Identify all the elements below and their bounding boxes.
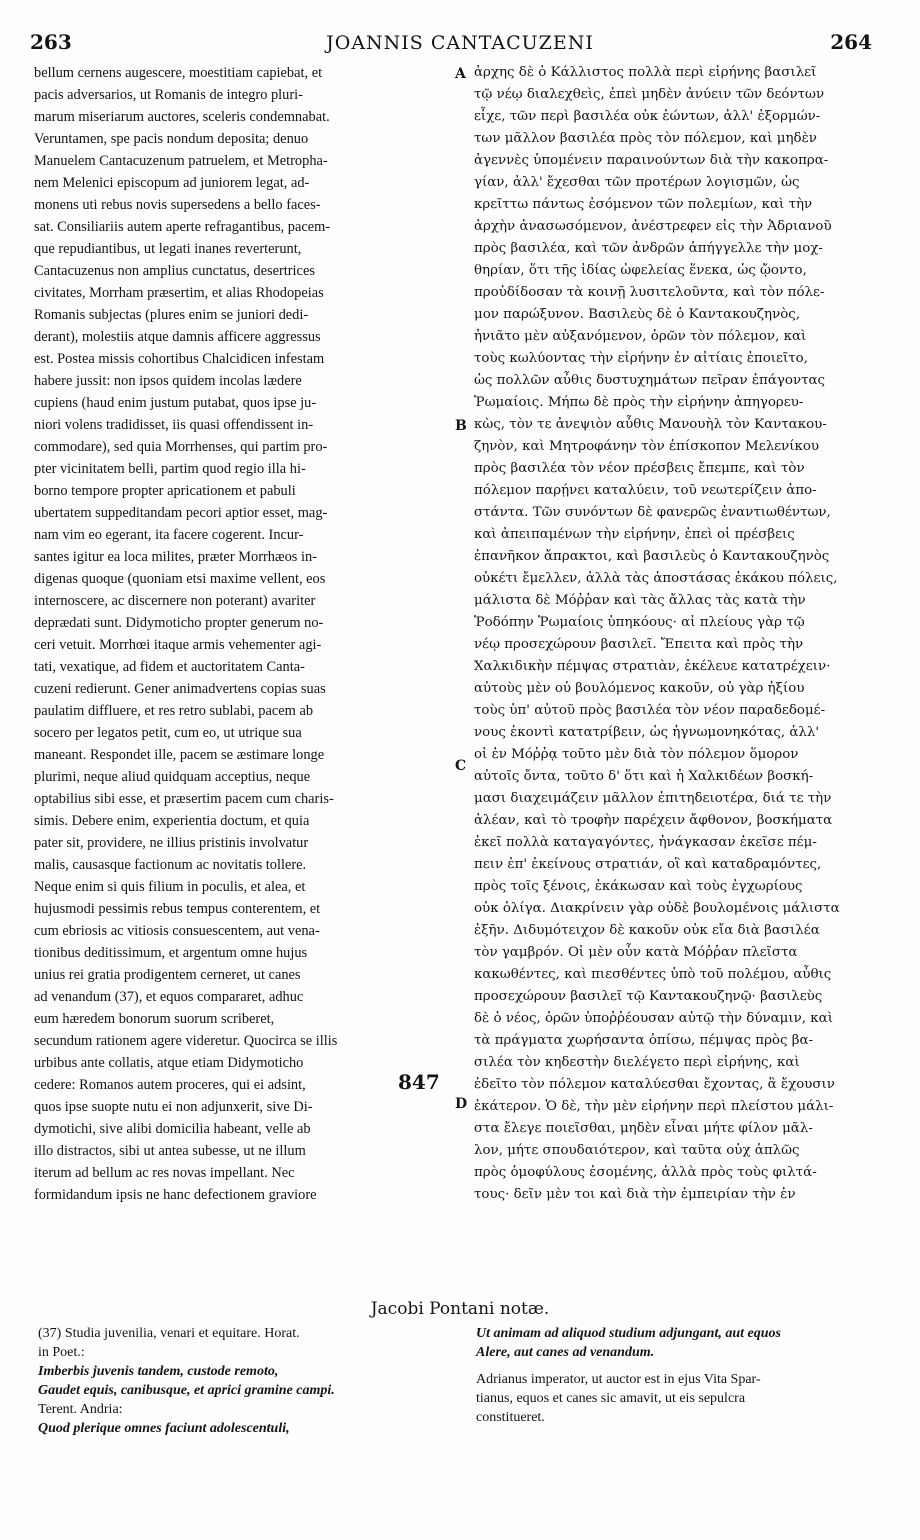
text-line: tionibus deditissimum, et argentum omne hujus — [34, 945, 308, 961]
page-number-right: 264 — [830, 30, 872, 54]
text-line: Adrianus imperator, ut auctor est in ejus Vita Spar- — [476, 1372, 761, 1387]
text-line: que repudiantibus, ut legati inanes reverterunt, — [34, 241, 302, 257]
text-line: μον παρώξυνον. Βασιλεὺς δὲ ὁ Καντακουζηνὸς, — [474, 307, 801, 322]
text-line: Imberbis juvenis tandem, custode remoto, — [38, 1364, 279, 1379]
text-line: Neque enim si quis filium in poculis, et alea, et — [34, 879, 306, 895]
text-line: προὐδίδοσαν τὰ κοινῇ λυσιτελοῦντα, καὶ τὸν πόλε- — [474, 285, 825, 300]
text-line: ἀρχὴν ἀνασωσόμενον, ἀνέστρεφεν εἰς τὴν Ἀδριανοῦ — [474, 219, 832, 234]
text-line: ὡς πολλῶν αὖθις δυστυχημάτων πεῖραν ἐπάγοντας — [474, 373, 826, 388]
running-title: JOANNIS CANTACUZENI — [326, 32, 594, 54]
text-line: κρεῖττω πάντως ἐσόμενον τῶν πολεμίων, καὶ τὴν — [474, 197, 813, 212]
text-line: Ῥωμαίοις. Μήπω δὲ πρὸς τὴν εἰρήνην ἀπηγορευ- — [474, 395, 804, 410]
text-line: αὐτοὺς μὲν οὐ βουλόμενος κακοῦν, οὐ γὰρ ἠξίου — [474, 681, 805, 696]
text-line: malis, causasque factionum ac novitatis tollere. — [34, 857, 307, 873]
text-line: cedere: Romanos autem proceres, qui ei adsint, — [34, 1077, 306, 1093]
text-line: monens uti rebus novis supersedens a bello faces- — [34, 197, 321, 213]
text-line: sat. Consiliariis autem aperte refragantibus, pacem- — [34, 219, 331, 235]
text-line: τὰ πράγματα χωρήσαντα ὀπίσω, πέμψας πρὸς βα- — [474, 1033, 814, 1048]
page-number-left: 263 — [30, 30, 72, 54]
text-line: deprædati sunt. Didymoticho propter generum no- — [34, 615, 324, 631]
text-line: τοὺς ὑπ' αὐτοῦ πρὸς βασιλέα τὸν νέον παραδεδομέ- — [474, 703, 826, 718]
text-line: Ut animam ad aliquod studium adjungant, aut equos — [476, 1326, 781, 1341]
text-line: οἱ ἐν Μόῤῥᾳ τοῦτο μὲν διὰ τὸν πόλεμον ὅμορον — [474, 747, 799, 762]
text-line: κὼς, τὸν τε ἀνεψιὸν αὖθις Μανουὴλ τὸν Καντακου- — [474, 417, 827, 432]
text-line: Gaudet equis, canibusque, et aprici gramine campi. — [38, 1383, 335, 1398]
text-line: illo distractos, sibi ut antea subesse, ut ne illum — [34, 1143, 306, 1159]
text-line: ἠνιᾶτο μὲν αὐξανόμενον, ὁρῶν τὸν πόλεμον, καὶ — [474, 329, 807, 344]
text-line: formidandum ipsis ne hanc defectionem graviore — [34, 1187, 317, 1203]
text-line: νους ἑκοντὶ κατατρίβειν, ὡς ἠγνωμονηκότας, ἀλλ' — [474, 725, 820, 740]
text-line: internoscere, ac discernere non poterant) avariter — [34, 593, 316, 609]
text-line: niori volens tradidisset, iis quasi offendissent in- — [34, 417, 314, 433]
text-line: paulatim diffluere, et res retro sublabi, pacem ab — [34, 703, 314, 719]
text-line: bellum cernens augescere, moestitiam capiebat, et — [34, 65, 323, 81]
text-line: plurimi, neque aliud quidquam acceptius, neque — [34, 769, 311, 785]
text-line: ad venandum (37), et equos compararet, adhuc — [34, 989, 304, 1005]
text-line: dymotichi, sive alibi domicilia habeant, velle ab — [34, 1121, 311, 1137]
text-line: λον, μήτε σπουδαιότερον, καὶ ταῦτα οὐχ ἁπλῶς — [474, 1143, 800, 1158]
text-line: ubertatem suppeditandam pecori aptior esset, mag- — [34, 505, 328, 521]
text-line: Ῥοδόπην Ῥωμαίοις ὑπηκόους· αἱ πλείους γὰρ τῷ — [474, 615, 805, 630]
text-line — [476, 1362, 886, 1370]
text-line: Alere, aut canes ad venandum. — [476, 1345, 655, 1360]
text-line: ἐκεῖ πολλὰ καταγαγόντες, ἠνάγκασαν ἐκεῖσε πέμ- — [474, 835, 817, 850]
text-line: τῷ νέῳ διαλεχθεὶς, ἐπεὶ μηδὲν ἀνύειν τῶν δεόντων — [474, 87, 825, 102]
text-line: Quod plerique omnes faciunt adolescentuli, — [38, 1421, 290, 1436]
text-line: ἑκάτερον. Ὁ δὲ, τὴν μὲν εἰρήνην περὶ πλείστου μάλι- — [474, 1099, 834, 1114]
text-line: νέῳ προσεχώρουν βασιλεῖ. Ἔπειτα καὶ πρὸς τὴν — [474, 637, 804, 652]
text-line: est. Postea missis cohortibus Chalcidicen infestam — [34, 351, 325, 367]
text-line: civitates, Morrham præsertim, et alias Rhodopeias — [34, 285, 324, 301]
text-line: secundum rationem agere videretur. Quocirca se illis — [34, 1033, 338, 1049]
text-line: pter vicinitatem belli, partim quod regio illa hi- — [34, 461, 306, 477]
text-line: στα ἔλεγε ποιεῖσθαι, μηδὲν εἶναι μήτε φίλον μᾶλ- — [474, 1121, 813, 1136]
margin-letter-a: A — [455, 66, 466, 82]
text-line: pater sit, providere, ne illius pristinis involvatur — [34, 835, 309, 851]
text-line: maneant. Respondet ille, pacem se æstimare longe — [34, 747, 325, 763]
greek-column — [474, 62, 886, 1206]
notes-left-column — [38, 1324, 458, 1438]
text-line: nam vim eo egerant, ita facere cogerent. Incur- — [34, 527, 304, 543]
text-line: hujusmodi pessimis rebus tempus conterentem, et — [34, 901, 321, 917]
text-line: τοὺς κωλύοντας τὴν εἰρήνην ἐν αἰτίαις ἐποιεῖτο, — [474, 351, 808, 366]
text-line: καὶ ἀπειπαμένων τὴν εἰρήνην, ἐπεὶ οἱ πρέσβεις — [474, 527, 795, 542]
text-line: μάλιστα δὲ Μόῤῥαν καὶ τὰς ἄλλας τὰς κατὰ τὴν — [474, 593, 806, 608]
page-header — [0, 30, 920, 58]
text-line: ἐδεῖτο τὸν πόλεμον καταλύεσθαι ἔχοντας, ἃ ἔχουσιν — [474, 1077, 835, 1092]
text-line: commodare), sed quia Morrhenses, qui partim pro- — [34, 439, 328, 455]
text-line: οὐκ ὀλίγα. Διακρίνειν γὰρ οὐδὲ βουλομένοις μάλιστα — [474, 901, 840, 916]
text-line: τὸν γαμβρόν. Οἱ μὲν οὖν κατὰ Μόῤῥαν πλεῖστα — [474, 945, 798, 960]
text-line: Terent. Andria: — [38, 1402, 123, 1417]
text-line: urbibus ante collatis, atque etiam Didymoticho — [34, 1055, 304, 1071]
text-line: socero per legatos petit, cum eo, ut utrique sua — [34, 725, 302, 741]
text-line: tianus, equos et canes sic amavit, ut eis sepulcra — [476, 1391, 746, 1406]
text-line: cum ebriosis ac vitiosis consuescentem, aut vena- — [34, 923, 320, 939]
text-line: derant), molestiis atque damnis afficere aggressus — [34, 329, 321, 345]
text-line: constitueret. — [476, 1410, 545, 1425]
margin-letter-c: C — [455, 758, 467, 774]
text-line: τους· δεῖν μὲν τοι καὶ διὰ τὴν ἐμπειρίαν τὴν ἐν — [474, 1187, 796, 1202]
text-line: Veruntamen, spe pacis nondum deposita; denuo — [34, 131, 309, 147]
latin-column — [34, 62, 454, 1206]
text-line: γίαν, ἀλλ' ἔχεσθαι τῶν προτέρων λογισμῶν, ὡς — [474, 175, 800, 190]
text-line: borno tempore propter apricationem et pabuli — [34, 483, 296, 499]
text-line: προσεχώρουν βασιλεῖ τῷ Καντακουζηνῷ· βασιλεὺς — [474, 989, 823, 1004]
text-line: κακωθέντες, καὶ πιεσθέντες ὑπὸ τοῦ πολέμου, αὖθις — [474, 967, 832, 982]
text-line: σιλέα τὸν κηδεστὴν διελέγετο περὶ εἰρήνης, καὶ — [474, 1055, 800, 1070]
text-line: cupiens (haud enim justum putabat, quos ipse ju- — [34, 395, 317, 411]
text-line: unius rei gratia prodigentem cerneret, ut canes — [34, 967, 301, 983]
text-line: αὐτοῖς ὄντα, τοῦτο δ' ὅτι καὶ ἡ Χαλκιδέων βοσκή- — [474, 769, 814, 784]
text-line: πρὸς τοῖς ξένοις, ἐκάκωσαν καὶ τοὺς ἐγχωρίους — [474, 879, 803, 894]
text-line: marum miseriarum auctores, sceleris condemnabat. — [34, 109, 330, 125]
notes-title: Jacobi Pontani notæ. — [370, 1299, 550, 1319]
margin-letter-d: D — [455, 1096, 468, 1112]
text-line: pacis adversarios, ut Romanis de integro pluri- — [34, 87, 303, 103]
text-line: cuzeni redierunt. Gener animadvertens copias suas — [34, 681, 326, 697]
text-line: ἐπανῆκον ἄπρακτοι, καὶ βασιλεὺς ὁ Καντακουζηνὸς — [474, 549, 830, 564]
text-line: eum hæredem bonorum suorum scriberet, — [34, 1011, 275, 1027]
text-line: Romanis subjectas (plures enim se juniori dedi- — [34, 307, 309, 323]
text-line: ἀλέαν, καὶ τὸ τροφὴν παρέχειν ἄφθονον, βοσκήματα — [474, 813, 833, 828]
text-line: optabilius sibi esse, et præsertim pacem cum charis- — [34, 791, 334, 807]
text-line: quos ipse suopte nutu ei non adjunxerit, sive Di- — [34, 1099, 313, 1115]
text-line: Cantacuzenus non amplius cunctatus, desertrices — [34, 263, 315, 279]
text-line: δὲ ὁ νέος, ὁρῶν ὑποῤῥέουσαν αὐτῷ τὴν δύναμιν, καὶ — [474, 1011, 833, 1026]
text-line: tati, vexatique, ad fidem et auctoritatem Canta- — [34, 659, 305, 675]
text-line: (37) Studia juvenilia, venari et equitare. Horat. — [38, 1326, 300, 1341]
text-line: nem Melenici episcopum ad juniorem legat, ad- — [34, 175, 310, 191]
text-line: πειν ἐπ' ἐκείνους στρατιάν, οἳ καὶ καταδραμόντες, — [474, 857, 822, 872]
text-line: πρὸς ὁμοφύλους ἐσομένης, ἀλλὰ πρὸς τοὺς φιλτά- — [474, 1165, 817, 1180]
margin-letter-b: B — [455, 418, 467, 434]
text-line: πόλεμον παρῄνει καταλύειν, τοῦ νεωτερίζειν ἀπο- — [474, 483, 817, 498]
text-line: in Poet.: — [38, 1345, 85, 1360]
text-line: οὐκέτι ἔμελλεν, ἀλλὰ τὰς ἀποστάσας ἐκάκου πόλεις, — [474, 571, 838, 586]
text-line: εἶχε, τῶν περὶ βασιλέα οὐκ ἐώντων, ἀλλ' ἐξορμών- — [474, 109, 821, 124]
text-line: θηρίαν, ὅτι τῆς ἰδίας ὠφελείας ἕνεκα, ὡς ᾤοντο, — [474, 263, 807, 278]
text-line: των μᾶλλον βασιλέα πρὸς τὸν πόλεμον, καὶ μηδὲν — [474, 131, 817, 146]
text-line: Manuelem Cantacuzenum patruelem, et Metropha- — [34, 153, 328, 169]
notes-right-column — [476, 1324, 886, 1427]
text-line: ceri vetuit. Morrhœi itaque armis vehementer agi- — [34, 637, 322, 653]
text-line: ἐξῆν. Διδυμότειχον δὲ κακοῦν οὐκ εἴα διὰ βασιλέα — [474, 923, 820, 938]
text-line: ἀγεννὲς ὑπομένειν παραινούντων διὰ τὴν κακοπρα- — [474, 153, 829, 168]
page-marker: 847 — [398, 1070, 440, 1094]
text-line: santes igitur ea loca milites, præter Morrhæos in- — [34, 549, 317, 565]
text-line: simis. Debere enim, experientia doctum, et quia — [34, 813, 310, 829]
text-line: ζηνὸν, καὶ Μητροφάνην τὸν ἐπίσκοπον Μελενίκου — [474, 439, 820, 454]
text-line: πρὸς βασιλέα τὸν νέον πρέσβεις ἔπεμπε, καὶ τὸν — [474, 461, 805, 476]
text-line: digenas quoque (quoniam etsi maxime vellent, eos — [34, 571, 326, 587]
text-line: iterum ad bellum ac res novas impellant. Nec — [34, 1165, 295, 1181]
text-line: πρὸς βασιλέα, καὶ τῶν ἀνδρῶν ἀπήγγελλε τὴν μοχ- — [474, 241, 823, 256]
text-line: ἀρχης δὲ ὁ Κάλλιστος πολλὰ περὶ εἰρήνης βασιλεῖ — [474, 65, 817, 80]
text-line: Χαλκιδικὴν πέμψας στρατιὰν, ἐκέλευε κατατρέχειν· — [474, 659, 831, 674]
text-line: μασι διαχειμάζειν μᾶλλον ἐπιτηδειοτέρα, διά τε τὴν — [474, 791, 832, 806]
text-line: habere jussit: non ipsos quidem incolas lædere — [34, 373, 302, 389]
text-line: στάντα. Τῶν συνόντων δὲ φανερῶς ἐναντιωθέντων, — [474, 505, 831, 520]
